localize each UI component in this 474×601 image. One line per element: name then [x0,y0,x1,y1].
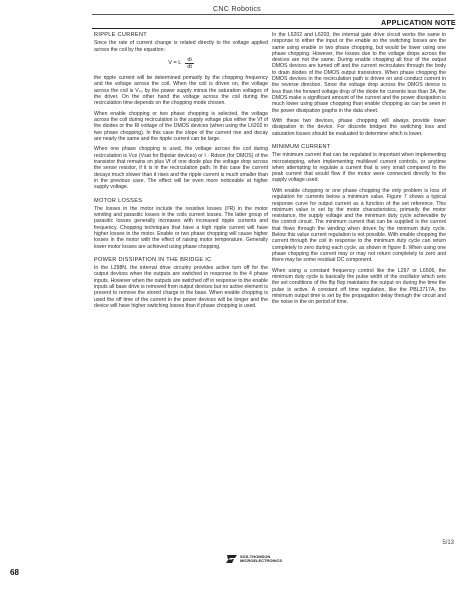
application-note-label: APPLICATION NOTE [381,18,456,27]
formula-fraction [185,57,193,70]
header-title: CNC Robotics [213,4,261,13]
page-code: 5/13 [442,540,454,546]
logo-text-line2: MICROELECTRONICS [240,558,282,563]
logo-wordmark [240,555,282,564]
formula-lhs: V = L [168,60,182,67]
minimum-current-heading: MINIMUM CURRENT [272,143,331,150]
power-dissipation-p1: In the L298N, the internal drive circuitry provides active turn off for the output devices when the outputs are switched in response to the 4 phase inputs. However when the outputs are switched off in response to the enable inputs all base drive is removed from output devices but no active element is present to remove the stored charge in the base. When enable chopping is used the off time of the current in the power devices will be longer and the device will have higher switching losses than if phase chopping is used. [94,265,268,309]
minimum-current-section [272,144,446,306]
ripple-current-section [94,32,268,191]
motor-losses-p1: The losses in the motor include the resistive losses (I²R) in the motor winding and parasitic losses in the coils current losses. The latter group of parasitic losses generally increases with increased ripple currents and frequency. Chopping techniques that have a high ripple current will have higher losses in the motor. Enable or two phase chopping will cause higher losses in the motor with the effect of raising motor temperature. Generally lower motor losses are achieved using phase chopping. [94,205,268,250]
formula-numerator: di [187,57,192,64]
minimum-current-p1: The minimum current that can be regulated is important when implementing microstepping, when implementing multilevel current controls, or anytime when attempting to regulate a current that is very small compared to the peak current that would flow if the motor were connected directly to the supply voltage used. [272,152,446,184]
ripple-p3: When enable chopping or two phase chopping is selected, the voltage across the coil during recirculation is the supply voltage plus either the Vf of the diodes or the Rl voltage of the DMOS devices (when using the L6202 in two phase chopping). In this case the slope of the current rise and decay are nearly the same and the ripple current can be large. [94,110,268,142]
logo-text-line1: SGS-THOMSON [240,553,271,559]
dissipation-cont-p1: In the L6202 and L6203, the internal gate drive circuit works the same in response to either the input or the enable so the switching losses are the same using enable or two phase chopping, but would be lower using one phase chopping. However, the losses due to the voltage drops across the devices are not the same. During enable chopping all four of the output DMOS devices are turned off and the current recirculates through the body to drain diodes of the DMOS output transistors. When phase chopping the DMOS devices in the recirculation path is driven on and conduct current in the reverse direction. Since the voltage drop across the DMOS device is less than the forward voltage drop of the diode for currents less than 3A, the DMOS make a significant amount of the current and the power dissipation is much lower using phase chopping than enable chopping as can be seen in the power dissipation graphs in the data sheet. [272,32,446,114]
dissipation-cont-p2: With these two devices, phase chopping will always provide lower dissipation in the device. For discrete bridges the switching loss and saturation losses should be evaluated to determine which is lower. [272,118,446,137]
ripple-p4: When one phase chopping is used, the voltage across the coil during recirculation is Vce (Vsat for Bipolar devices) or I · Rdson (for DMOS) of the transistor that remains on plus Vf of one diode plus the voltage drop across the sense resistor, if it is in the recirculation path. In this case the current decays much slower than it rises and the ripple current is much smaller than in the previous case. The effect will be even more noticeable at higher supply voltage. [94,146,268,191]
motor-losses-section [94,198,268,250]
power-dissipation-heading: POWER DISSIPATION IN THE BRIDGE IC [94,256,212,263]
right-column [272,32,446,312]
dissipation-continued-section [272,32,446,137]
motor-losses-heading: MOTOR LOSSES [94,197,143,204]
ripple-p1: Since the rate of current change is related directly to the voltage applied across the coil by the equation: [94,40,268,53]
formula-denominator: dt [187,64,192,71]
inductance-formula [94,57,268,70]
ripple-current-heading: RIPPLE CURRENT [94,32,147,38]
left-column [94,32,268,316]
minimum-current-p3: When using a constant frequency control like the L297 or L6506, the minimum duty cycle is basically the pulse width of the oscillator which sets the set conditions of the flip flop maintains the output on during the time the pulse is active. A constant off time regulation, like the PBL3717A, the minimum output time is set by the propagation delay through the circuit and the noise in the on period of time. [272,267,446,306]
section-rule [92,28,454,29]
sgs-thomson-logo [226,554,282,564]
ripple-p2: the ripple current will be determined primarily by the chopping frequency and the voltage across the coil. When the coil is driven on, the voltage across the coil is Vₛ₃ by the power supply minus the saturation voltages of the driver. On the other hand the voltage across the coil during the recirculation time depends on the chopping mode chosen. [94,75,268,107]
header-rule [92,14,454,15]
minimum-current-p2: With enable chopping or one phase chopping the only problem is loss of regulation for currents below a minimum value. Figure 7 shows a typical response curve for output current as a function of the set reference. This minimum value is set by the motor characteristics, primarily the motor resistance, the supply voltage and the minimum duty cycle achievable by the control circuit. The minimum current that can be supplied is the current that flows through the winding when driven by the minimum duty cycle. Below this value current regulation is not possible. With enable chopping the current through the coil in response to the minimum duty cycle can return completely to zero during each cycle, as shown in figure 8. When using one phase chopping the current may or may not return completely to zero and there may be some residual DC component. [272,187,446,264]
st-logo-icon [226,554,238,564]
power-dissipation-section [94,257,268,309]
page-number: 68 [10,568,19,577]
